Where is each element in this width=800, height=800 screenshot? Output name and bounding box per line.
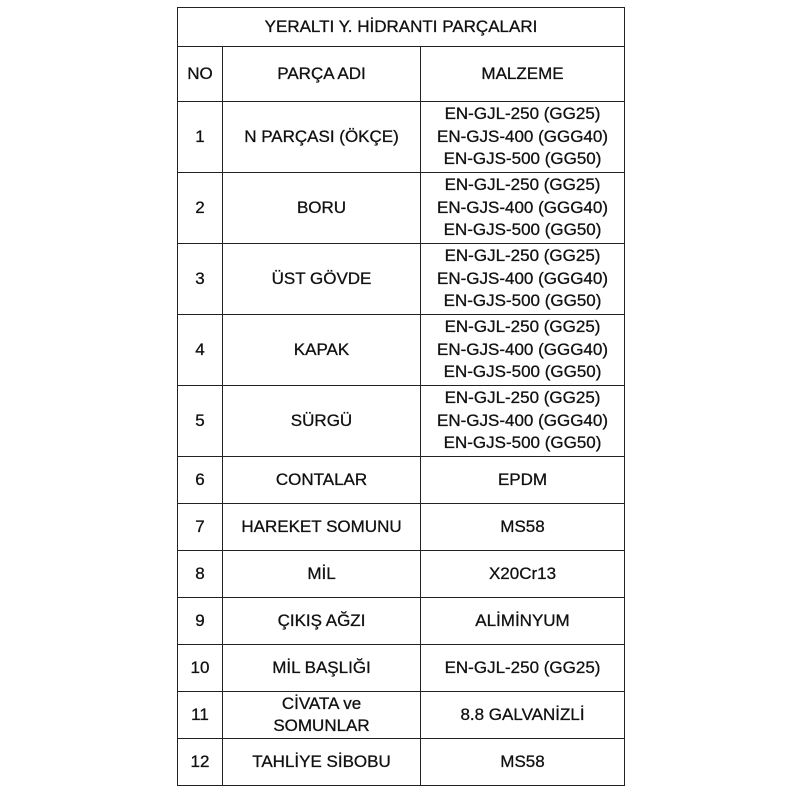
table-row <box>178 504 625 551</box>
part-name-cell <box>223 386 421 457</box>
material-value: EN-GJL-250 (GG25) <box>444 246 601 266</box>
part-name: CİVATA ve <box>281 694 362 713</box>
material-value: EN-GJS-400 (GGG40) <box>437 268 608 288</box>
table-row <box>178 645 625 692</box>
table-row <box>178 386 625 457</box>
row-number: 5 <box>178 386 223 457</box>
part-name-cell <box>223 598 421 645</box>
header-material: MALZEME <box>421 47 625 102</box>
row-number: 2 <box>178 173 223 244</box>
part-name-cell <box>223 645 421 692</box>
table-row <box>178 598 625 645</box>
material-value: MS58 <box>500 516 545 536</box>
part-name-cell <box>223 244 421 315</box>
part-name-cell <box>223 315 421 386</box>
material-value: EN-GJS-400 (GGG40) <box>437 339 608 359</box>
row-number: 11 <box>178 692 223 739</box>
row-number: 3 <box>178 244 223 315</box>
part-name: SOMUNLAR <box>273 716 370 735</box>
table-title: YERALTI Y. HİDRANTI PARÇALARI <box>178 8 625 47</box>
part-name-cell <box>223 457 421 504</box>
material-value: EN-GJL-250 (GG25) <box>444 175 601 195</box>
material-value: EN-GJS-500 (GG50) <box>443 291 602 311</box>
table-row <box>178 173 625 244</box>
row-number: 6 <box>178 457 223 504</box>
part-name: ÜST GÖVDE <box>271 269 372 288</box>
table-row <box>178 457 625 504</box>
material-value: EN-GJS-400 (GGG40) <box>437 126 608 146</box>
material-cell <box>421 102 625 173</box>
part-name-cell <box>223 739 421 786</box>
material-cell <box>421 386 625 457</box>
part-name: MİL <box>307 564 336 583</box>
material-cell <box>421 598 625 645</box>
material-value: EN-GJL-250 (GG25) <box>444 104 601 124</box>
row-number: 1 <box>178 102 223 173</box>
part-name: BORU <box>296 198 347 217</box>
part-name: MİL BAŞLIĞI <box>272 658 371 677</box>
material-value: EN-GJS-500 (GG50) <box>443 149 602 169</box>
material-cell <box>421 244 625 315</box>
table-row <box>178 739 625 786</box>
row-number: 10 <box>178 645 223 692</box>
material-value: ALİMİNYUM <box>475 610 570 630</box>
row-number: 8 <box>178 551 223 598</box>
material-value: X20Cr13 <box>488 563 557 583</box>
material-value: EN-GJS-400 (GGG40) <box>437 410 608 430</box>
header-no: NO <box>178 47 223 102</box>
part-name: CONTALAR <box>275 470 368 489</box>
row-number: 4 <box>178 315 223 386</box>
material-value: 8.8 GALVANİZLİ <box>460 704 585 724</box>
part-name: SÜRGÜ <box>290 411 353 430</box>
material-value: EN-GJL-250 (GG25) <box>444 388 601 408</box>
part-name-cell <box>223 102 421 173</box>
material-cell <box>421 173 625 244</box>
part-name-cell <box>223 692 421 739</box>
table-row <box>178 551 625 598</box>
title-row <box>178 8 625 47</box>
material-value: EN-GJS-500 (GG50) <box>443 220 602 240</box>
material-cell <box>421 645 625 692</box>
material-value: EN-GJS-500 (GG50) <box>443 362 602 382</box>
material-value: EPDM <box>497 469 548 489</box>
table-row <box>178 102 625 173</box>
part-name-cell <box>223 504 421 551</box>
row-number: 9 <box>178 598 223 645</box>
material-cell <box>421 457 625 504</box>
material-value: MS58 <box>500 751 545 771</box>
part-name: KAPAK <box>293 340 350 359</box>
table-row <box>178 244 625 315</box>
material-cell <box>421 551 625 598</box>
table-body <box>178 102 625 786</box>
table-row <box>178 315 625 386</box>
part-name-cell <box>223 173 421 244</box>
parts-table <box>177 7 625 786</box>
part-name: TAHLİYE SİBOBU <box>252 752 391 771</box>
row-number: 7 <box>178 504 223 551</box>
part-name: ÇIKIŞ AĞZI <box>277 611 366 630</box>
material-value: EN-GJS-500 (GG50) <box>443 433 602 453</box>
part-name-cell <box>223 551 421 598</box>
header-part-name: PARÇA ADI <box>223 47 421 102</box>
table-row <box>178 692 625 739</box>
part-name: N PARÇASI (ÖKÇE) <box>244 127 399 146</box>
material-value: EN-GJS-400 (GGG40) <box>437 197 608 217</box>
part-name: HAREKET SOMUNU <box>241 517 402 536</box>
material-cell <box>421 504 625 551</box>
material-value: EN-GJL-250 (GG25) <box>444 317 601 337</box>
material-value: EN-GJL-250 (GG25) <box>444 657 601 677</box>
material-cell <box>421 739 625 786</box>
material-cell <box>421 692 625 739</box>
header-row <box>178 47 625 102</box>
row-number: 12 <box>178 739 223 786</box>
material-cell <box>421 315 625 386</box>
